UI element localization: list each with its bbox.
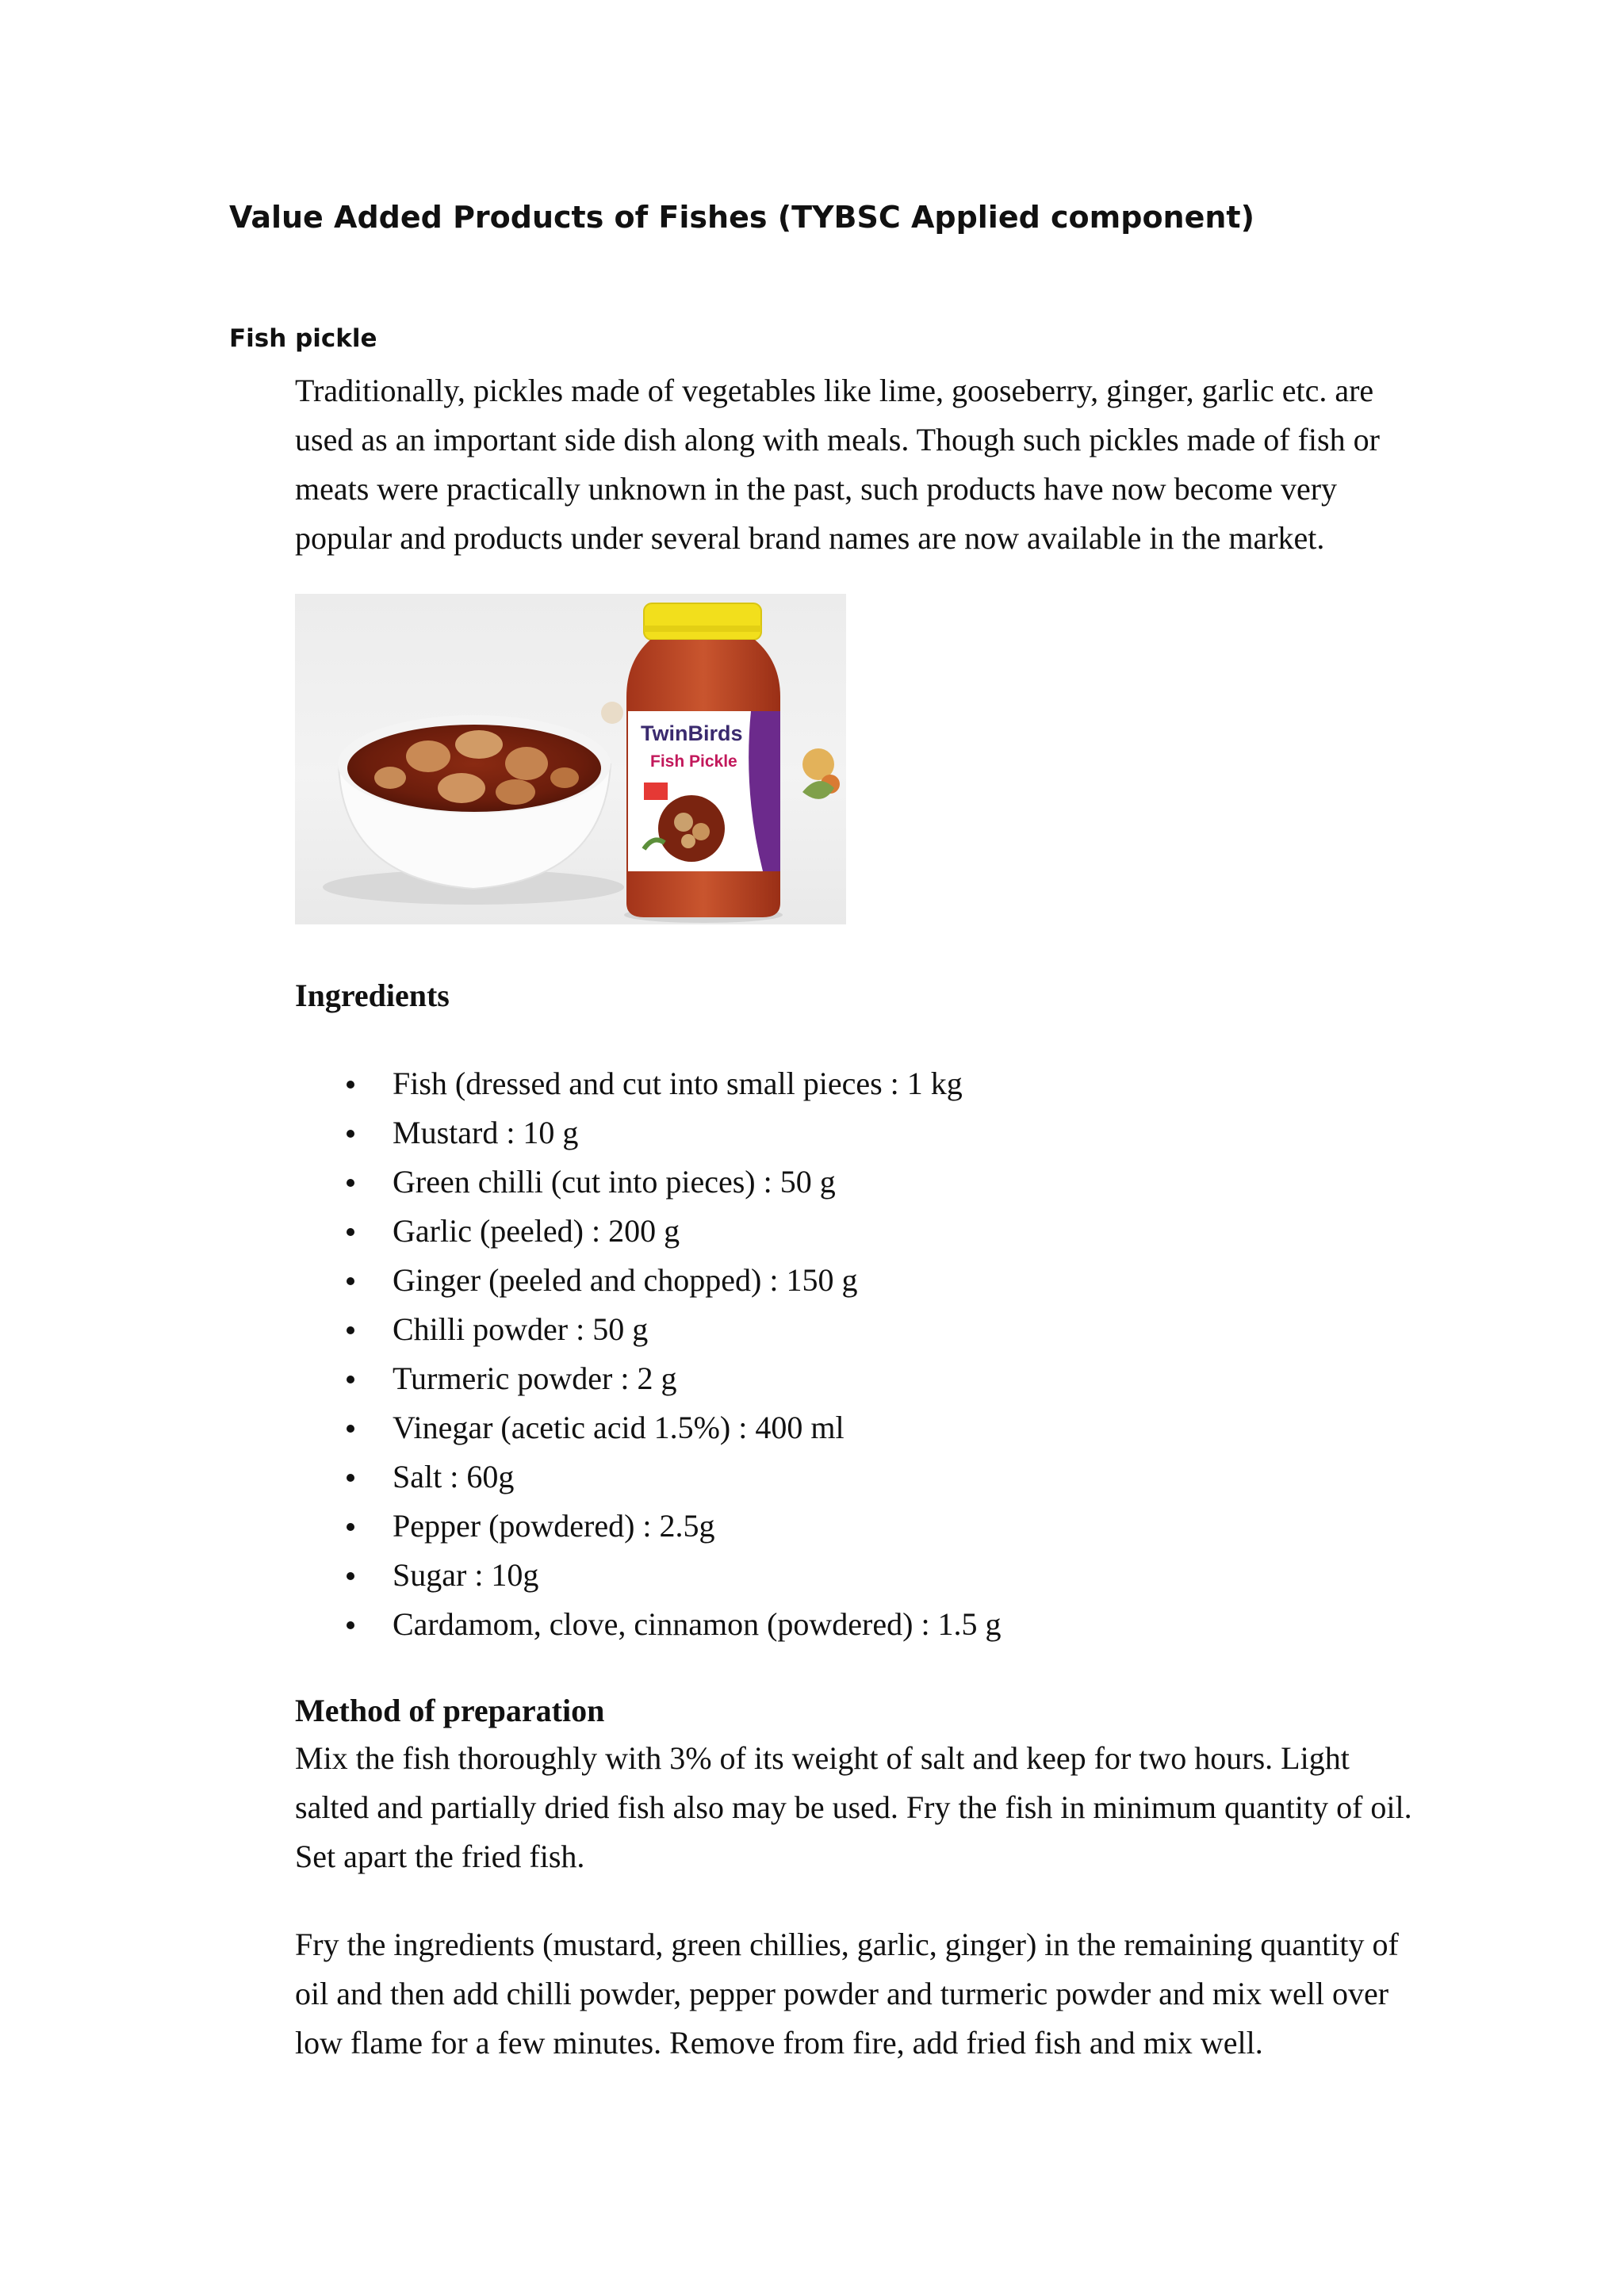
ingredient-item: Fish (dressed and cut into small pieces : 1 kg — [295, 1059, 1002, 1108]
ingredient-item: Vinegar (acetic acid 1.5%) : 400 ml — [295, 1403, 1002, 1452]
ingredient-item: Chilli powder : 50 g — [295, 1305, 1002, 1354]
intro-paragraph: Traditionally, pickles made of vegetables like lime, gooseberry, ginger, garlic etc. are used as an important side dish along with meals. Though such pickles made of fish or meats were practically unknown in the past, such products have now become very popular and products under several brand names are now available in the market. — [295, 373, 1380, 556]
ingredients-heading: Ingredients — [295, 978, 450, 1013]
ingredient-item: Mustard : 10 g — [295, 1108, 1002, 1158]
ingredient-item: Ginger (peeled and chopped) : 150 g — [295, 1256, 1002, 1305]
ingredient-item: Pepper (powdered) : 2.5g — [295, 1502, 1002, 1551]
ingredient-item: Salt : 60g — [295, 1452, 1002, 1502]
method-paragraph-2: Fry the ingredients (mustard, green chillies, garlic, ginger) in the remaining quantity of oil and then add chilli powder, pepper powder and turmeric powder and mix well over low flame for a few minutes. Remove from fire, add fried fish and mix well. — [295, 1927, 1399, 2061]
section-heading-fish-pickle: Fish pickle — [229, 324, 377, 353]
document-title: Value Added Products of Fishes (TYBSC Applied component) — [229, 200, 1254, 235]
ingredient-item: Turmeric powder : 2 g — [295, 1354, 1002, 1403]
ingredient-item: Garlic (peeled) : 200 g — [295, 1207, 1002, 1256]
ingredient-item: Cardamom, clove, cinnamon (powdered) : 1.5 g — [295, 1600, 1002, 1649]
brand-logo-text: TwinBirds — [641, 721, 743, 745]
ingredients-list — [295, 1059, 1002, 1649]
fish-pickle-product-photo — [295, 594, 846, 924]
method-heading: Method of preparation — [295, 1693, 605, 1728]
fish-pickle-illustration — [295, 594, 846, 924]
method-paragraph-1: Mix the fish thoroughly with 3% of its weight of salt and keep for two hours. Light salted and partially dried fish also may be used. Fry the fish in minimum quantity of oil. Set apart the fried fish. — [295, 1740, 1412, 1874]
ingredient-item: Green chilli (cut into pieces) : 50 g — [295, 1158, 1002, 1207]
product-label-text: Fish Pickle — [650, 752, 737, 771]
ingredient-item: Sugar : 10g — [295, 1551, 1002, 1600]
